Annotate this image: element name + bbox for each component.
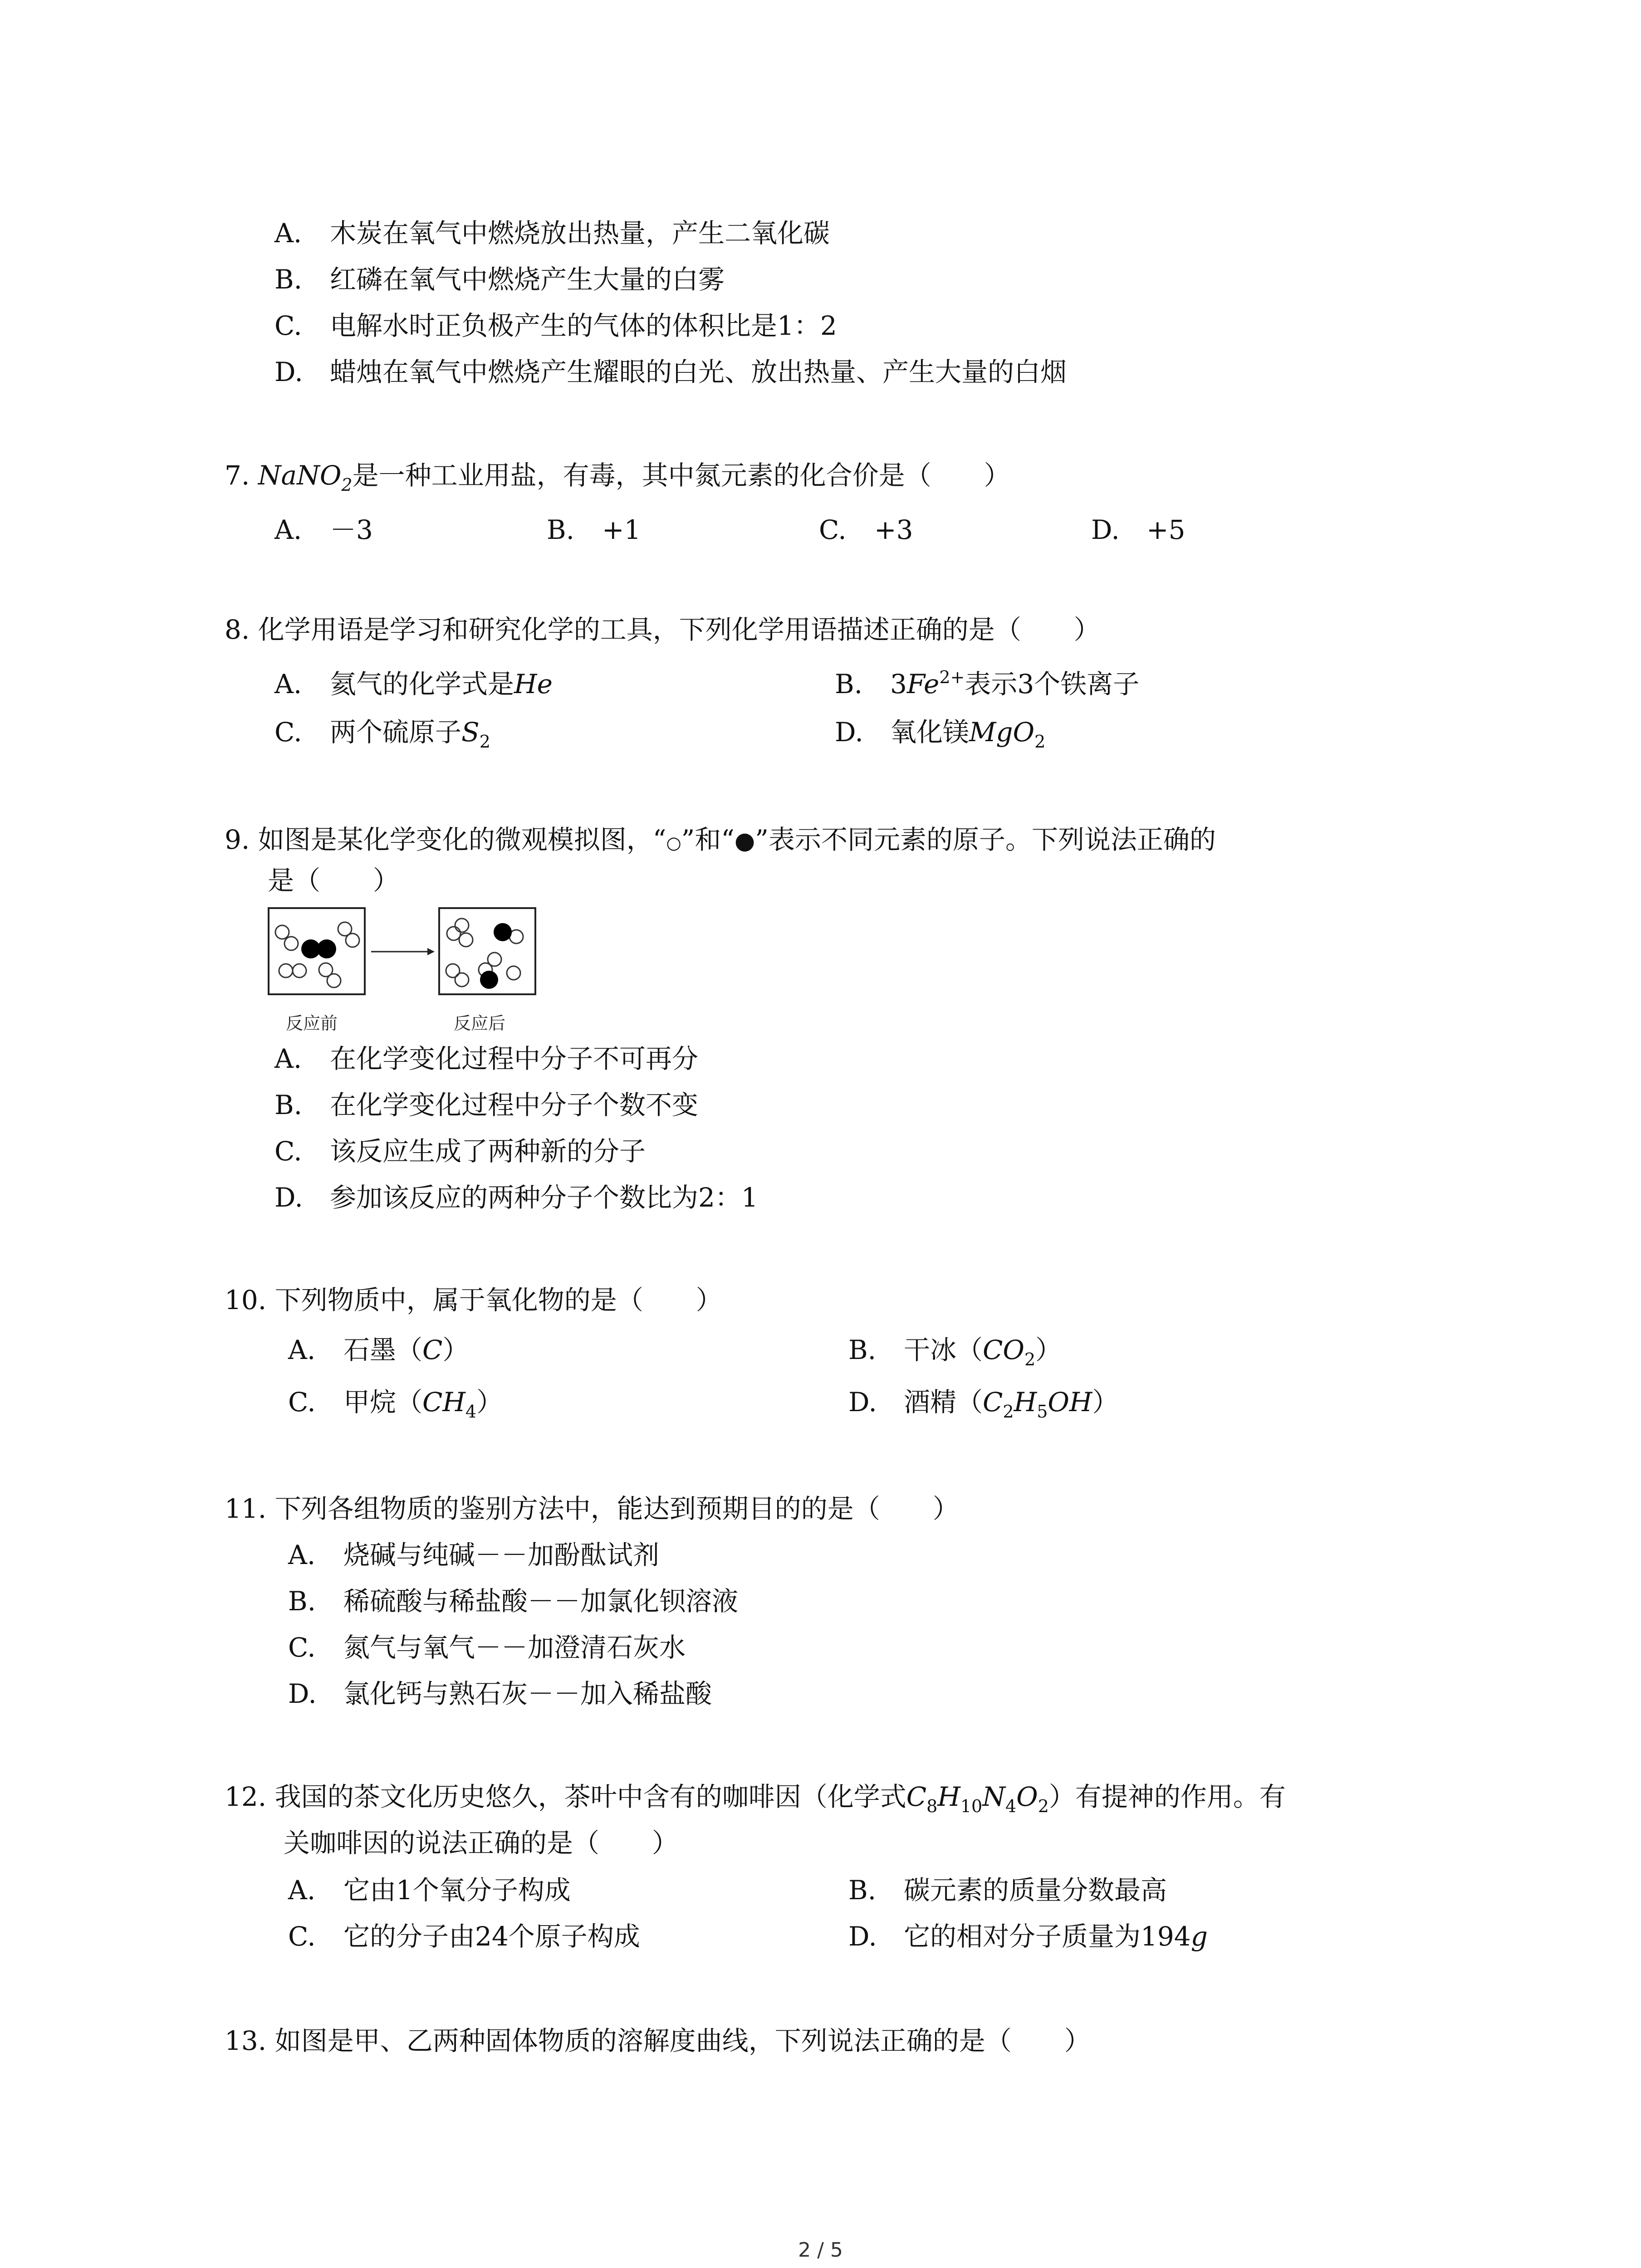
option-label: D.: [848, 1921, 877, 1952]
option-label: B.: [547, 514, 575, 545]
option-text: 氮气与氧气－－加澄清石灰水: [343, 1632, 686, 1663]
option-label: D.: [835, 717, 863, 748]
formula-subscript: 4: [465, 1402, 477, 1422]
white-atom: [459, 933, 473, 947]
q6-option-b: [274, 263, 725, 296]
option-text: +5: [1146, 514, 1185, 545]
option-text: 蜡烛在氧气中燃烧产生耀眼的白光、放出热量、产生大量的白烟: [330, 357, 1067, 387]
option-label: C.: [819, 514, 847, 545]
option-label: C.: [274, 717, 302, 748]
q7-option-c: [819, 513, 913, 546]
q11-option-c: [288, 1631, 686, 1664]
option-text: 它的相对分子质量为194: [904, 1921, 1191, 1952]
question-number: 12.: [225, 1781, 267, 1812]
option-label: D.: [288, 1678, 317, 1709]
option-text: 石墨（: [343, 1334, 423, 1365]
q7-stem: [225, 459, 1010, 495]
reaction-diagram-svg: [268, 907, 549, 1002]
option-text: 它由1个氧分子构成: [343, 1875, 571, 1906]
question-number: 13.: [225, 2025, 267, 2056]
question-text: ”表示不同元素的原子。下列说法正确的: [755, 824, 1216, 855]
white-atom: [279, 964, 293, 978]
option-label: A.: [288, 1334, 316, 1365]
q6-option-c: [274, 309, 837, 342]
chemical-formula: CH: [422, 1387, 465, 1418]
option-label: B.: [848, 1334, 877, 1365]
question-text: 是（ ）: [268, 865, 400, 896]
option-label: A.: [274, 218, 302, 249]
question-number: 7.: [225, 460, 250, 491]
option-label: D.: [274, 1182, 303, 1213]
chemical-formula: C: [906, 1781, 927, 1812]
white-atom: [455, 919, 469, 932]
q11-stem: [225, 1492, 959, 1525]
q11-option-b: [288, 1585, 738, 1618]
option-label: C.: [274, 310, 302, 341]
q8-option-c: [274, 716, 490, 752]
white-atom-symbol: ○: [666, 833, 681, 853]
option-text: 电解水时正负极产生的气体的体积比是1：2: [330, 310, 837, 341]
caption-after: 反应后: [454, 1013, 506, 1033]
q10-option-c: [288, 1386, 503, 1422]
white-atom: [275, 925, 289, 939]
reaction-diagram: [268, 907, 549, 1039]
white-atom: [446, 964, 460, 978]
white-atom: [293, 964, 306, 978]
option-text: ）: [476, 1387, 503, 1418]
option-label: A.: [274, 514, 302, 545]
option-text: 两个硫原子: [330, 717, 462, 748]
formula-subscript: 5: [1037, 1402, 1048, 1422]
question-text: 化学用语是学习和研究化学的工具，下列化学用语描述正确的是（ ）: [258, 614, 1100, 645]
chemical-formula: S: [461, 717, 480, 748]
chemical-formula: CO: [983, 1334, 1024, 1365]
chemical-formula: O: [1016, 1781, 1038, 1812]
q7-option-b: [547, 513, 641, 546]
q12-option-c: [288, 1920, 640, 1953]
mass-unit: g: [1190, 1921, 1208, 1952]
q9-option-b: [274, 1089, 698, 1121]
chemical-formula: H: [937, 1781, 960, 1812]
option-label: B.: [848, 1875, 877, 1906]
question-number: 10.: [225, 1285, 267, 1315]
chemical-formula: H: [1014, 1387, 1037, 1418]
chemical-formula: MgO: [969, 717, 1035, 748]
q9-stem: [225, 823, 1216, 856]
formula-subscript: 2: [1024, 1349, 1036, 1369]
question-text: ”和“: [681, 824, 735, 855]
q13-stem: [225, 2024, 1091, 2057]
question-text: 关咖啡因的说法正确的是（ ）: [284, 1828, 679, 1858]
chemical-formula: C: [422, 1334, 443, 1365]
page-number: 2 / 5: [798, 2239, 843, 2262]
option-text: 在化学变化过程中分子个数不变: [330, 1090, 699, 1120]
q9-option-c: [274, 1135, 646, 1168]
formula-subscript: 2: [479, 732, 490, 752]
option-text: 碳元素的质量分数最高: [904, 1875, 1167, 1906]
chemical-formula: N: [982, 1781, 1005, 1812]
option-text: 参加该反应的两种分子个数比为2：1: [330, 1182, 758, 1213]
option-label: D.: [1091, 514, 1120, 545]
q8-stem: [225, 613, 1100, 646]
option-text: ）: [1092, 1387, 1119, 1418]
option-text: 酒精（: [904, 1387, 983, 1418]
option-text: 在化学变化过程中分子不可再分: [330, 1043, 699, 1074]
white-atom: [346, 934, 359, 947]
option-label: D.: [274, 357, 303, 387]
option-label: B.: [274, 264, 303, 295]
option-label: C.: [288, 1632, 316, 1663]
option-text: +1: [602, 514, 641, 545]
q9-option-d: [274, 1181, 758, 1214]
option-text: 它的分子由24个原子构成: [343, 1921, 640, 1952]
black-atom-symbol: ●: [734, 827, 755, 855]
white-atom: [455, 973, 469, 987]
option-text: 氧化镁: [890, 717, 970, 748]
chemical-formula: NaNO: [258, 460, 342, 491]
option-text: 红磷在氧气中燃烧产生大量的白雾: [330, 264, 725, 295]
black-atom: [480, 971, 498, 989]
option-label: A.: [274, 1043, 302, 1074]
formula-subscript: 10: [960, 1796, 983, 1816]
chemical-formula: He: [514, 669, 553, 699]
formula-subscript: 2: [341, 475, 353, 495]
q7-option-a: [274, 513, 373, 546]
option-label: B.: [835, 669, 863, 699]
ion-charge: 2+: [939, 667, 965, 687]
white-atom: [447, 927, 460, 940]
q9-stem-line2: [268, 864, 399, 897]
question-text: 如图是甲、乙两种固体物质的溶解度曲线，下列说法正确的是（ ）: [274, 2025, 1091, 2056]
option-label: C.: [288, 1921, 316, 1952]
black-atom: [317, 939, 336, 958]
chemical-formula: OH: [1048, 1387, 1092, 1418]
option-label: A.: [274, 669, 302, 699]
formula-subscript: 2: [1038, 1796, 1049, 1816]
q8-option-d: [835, 716, 1046, 752]
q12-stem: [225, 1780, 1286, 1816]
q10-option-a: [288, 1334, 469, 1366]
question-text: 我国的茶文化历史悠久，茶叶中含有的咖啡因（化学式: [274, 1781, 906, 1812]
question-text: ）有提神的作用。有: [1048, 1781, 1286, 1812]
option-label: D.: [848, 1387, 877, 1418]
option-label: B.: [288, 1586, 316, 1617]
q12-option-a: [288, 1874, 571, 1906]
q11-option-a: [288, 1539, 659, 1571]
formula-subscript: 8: [926, 1796, 938, 1816]
option-text: ）: [1035, 1334, 1062, 1365]
q10-option-d: [848, 1386, 1119, 1422]
q12-option-d: [848, 1920, 1208, 1953]
option-label: B.: [274, 1090, 303, 1120]
option-text: 干冰（: [904, 1334, 983, 1365]
q8-option-a: [274, 668, 553, 700]
question-text: 是一种工业用盐，有毒，其中氮元素的化合价是（ ）: [352, 460, 1010, 491]
q12-option-b: [848, 1874, 1167, 1906]
option-text: 稀硫酸与稀盐酸－－加氯化钡溶液: [343, 1586, 739, 1617]
formula-coefficient: 3: [890, 669, 907, 699]
option-label: A.: [288, 1875, 316, 1906]
q12-stem-line2: [284, 1827, 678, 1859]
chemical-formula: C: [983, 1387, 1003, 1418]
option-text: 该反应生成了两种新的分子: [330, 1136, 646, 1167]
option-text: +3: [874, 514, 913, 545]
q6-option-a: [274, 217, 830, 249]
q10-stem: [225, 1284, 722, 1316]
formula-subscript: 2: [1003, 1402, 1014, 1422]
chemical-formula: Fe: [906, 669, 940, 699]
option-text: 氦气的化学式是: [330, 669, 514, 699]
black-atom: [494, 923, 512, 941]
q11-option-d: [288, 1677, 712, 1710]
option-text: 氯化钙与熟石灰－－加入稀盐酸: [343, 1678, 712, 1709]
option-label: C.: [288, 1387, 316, 1418]
option-text: 烧碱与纯碱－－加酚酞试剂: [343, 1540, 660, 1570]
arrow-head: [427, 948, 435, 955]
white-atom: [327, 974, 341, 987]
question-number: 11.: [225, 1493, 267, 1524]
question-text: 下列各组物质的鉴别方法中，能达到预期目的的是（ ）: [274, 1493, 959, 1524]
option-label: A.: [288, 1540, 316, 1570]
q10-option-b: [848, 1334, 1062, 1369]
white-atom: [284, 937, 298, 950]
question-text: 下列物质中，属于氧化物的是（ ）: [274, 1285, 722, 1315]
formula-subscript: 2: [1034, 732, 1046, 752]
caption-before: 反应前: [286, 1013, 338, 1033]
option-text: 甲烷（: [343, 1387, 423, 1418]
question-text: 如图是某化学变化的微观模拟图，“: [258, 824, 666, 855]
question-number: 9.: [225, 824, 250, 855]
q9-option-a: [274, 1042, 698, 1075]
option-text: ）: [442, 1334, 469, 1365]
q8-option-b: [835, 668, 1139, 700]
option-label: C.: [274, 1136, 302, 1167]
q7-option-d: [1091, 513, 1185, 546]
white-atom: [507, 966, 520, 980]
question-number: 8.: [225, 614, 250, 645]
formula-subscript: 4: [1005, 1796, 1017, 1816]
q6-option-d: [274, 356, 1067, 388]
option-text: 表示3个铁离子: [965, 669, 1140, 699]
option-text: －3: [330, 514, 373, 545]
option-text: 木炭在氧气中燃烧放出热量，产生二氧化碳: [330, 218, 830, 249]
